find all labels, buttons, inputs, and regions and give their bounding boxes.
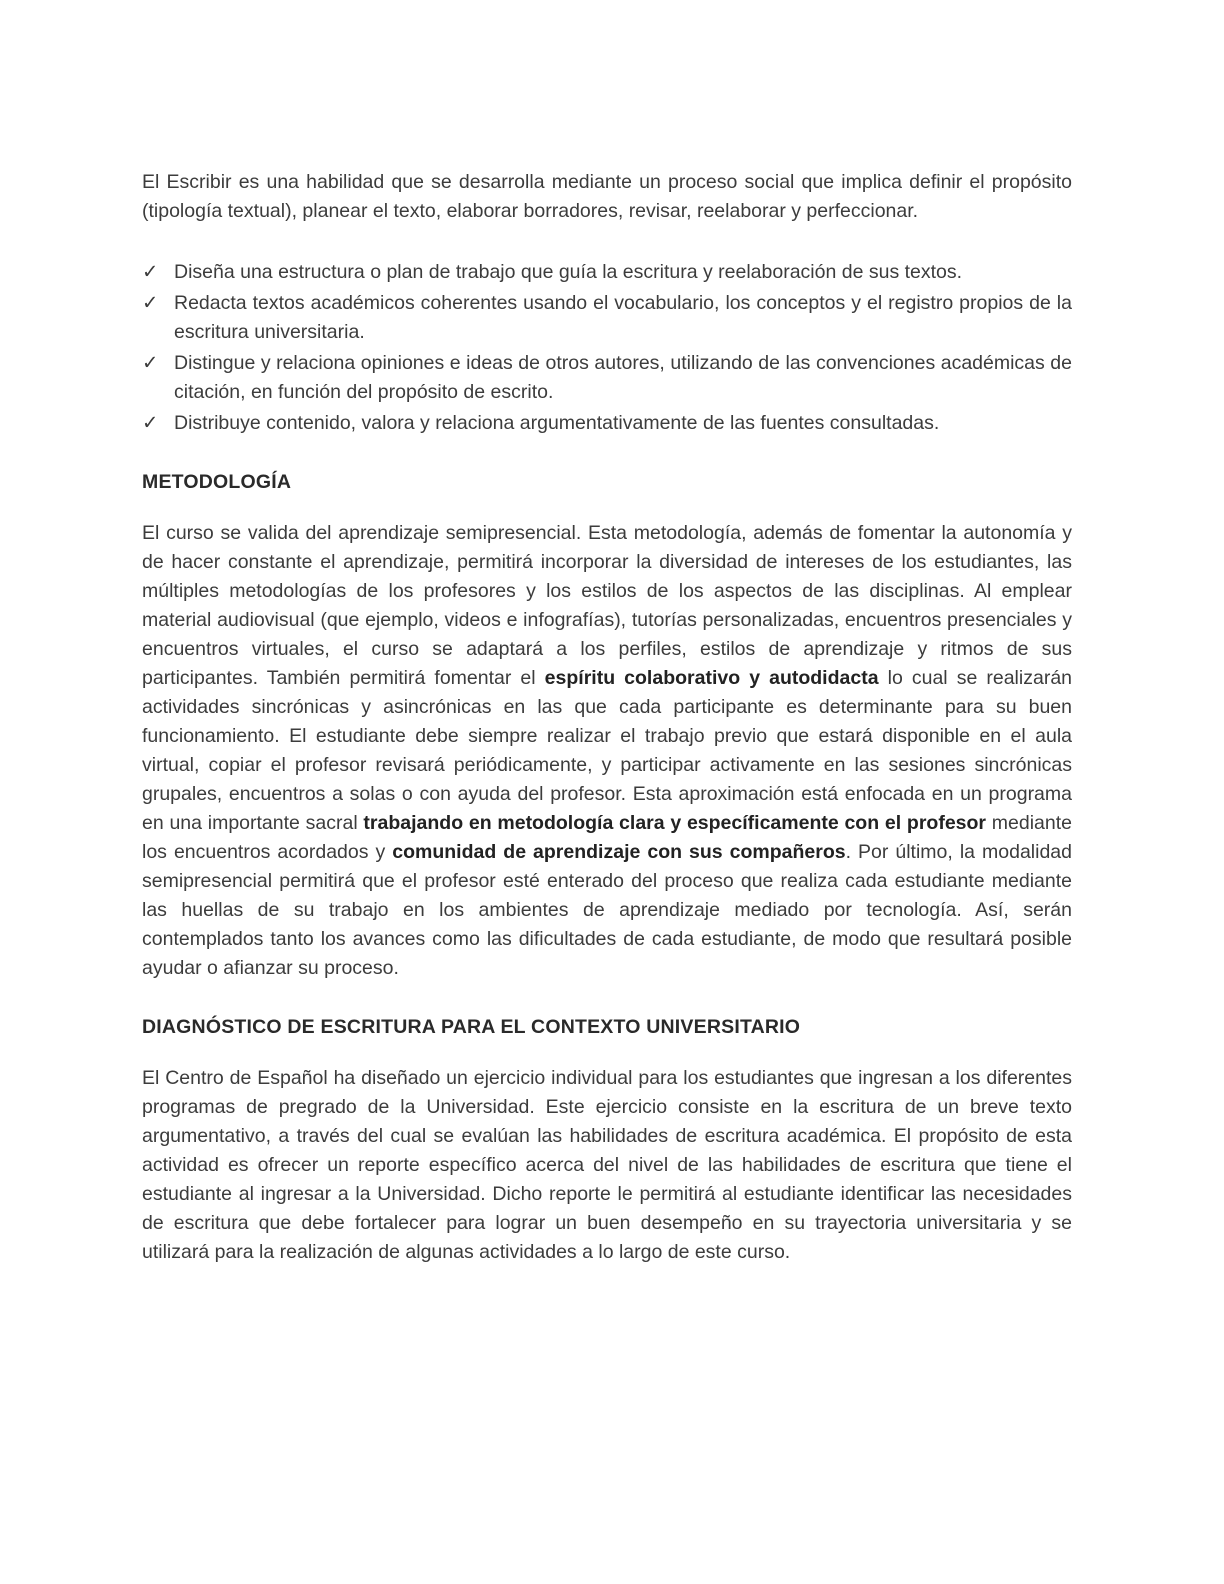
checkmark-icon: ✓ [142, 352, 159, 374]
objectives-list [142, 258, 1072, 438]
document-page [142, 168, 1072, 1267]
methodology-text-d: . Por último, la modalidad semipresencial permitirá que el profesor esté enterado del proceso que realiza cada estudiante mediante las huellas de su trabajo en los ambientes de aprendizaje mediado por tecnología. Así, serán contemplados tanto los avances como las dificultades de cada estudiante, de modo que resultará posible ayudar o afianzar su proceso. [142, 841, 1072, 979]
list-item [142, 289, 1072, 347]
methodology-heading: METODOLOGÍA [142, 471, 292, 493]
methodology-text-b: lo cual se realizarán actividades sincrónicas y asincrónicas en las que cada participante es determinante para su buen funcionamiento. El estudiante debe siempre realizar el trabajo previo que estará disponible en el aula virtual, copiar el profesor revisará periódicamente, y participar activamente en las sesiones sincrónicas grupales, encuentros a solas o con ayuda del profesor. Esta aproximación está enfocada en un programa en una importante sacral [142, 667, 1073, 834]
list-item [142, 349, 1072, 407]
checkmark-icon: ✓ [142, 412, 159, 434]
intro-paragraph: El Escribir es una habilidad que se desarrolla mediante un proceso social que implica definir el propósito (tipología textual), planear el texto, elaborar borradores, revisar, reelaborar y perfeccionar. [142, 171, 1072, 222]
checkmark-icon: ✓ [142, 261, 159, 283]
list-item [142, 258, 1072, 287]
checkmark-icon: ✓ [142, 292, 159, 314]
list-item [142, 409, 1072, 438]
diagnostic-paragraph: El Centro de Español ha diseñado un ejercicio individual para los estudiantes que ingresan a los diferentes programas de pregrado de la Universidad. Este ejercicio consiste en la escritura de un breve texto argumentativo, a través del cual se evalúan las habilidades de escritura académica. El propósito de esta actividad es ofrecer un reporte específico acerca del nivel de las habilidades de escritura que tiene el estudiante al ingresar a la Universidad. Dicho reporte le permitirá al estudiante identificar las necesidades de escritura que debe fortalecer para lograr un buen desempeño en su trayectoria universitaria y se utilizará para la realización de algunas actividades a lo largo de este curso. [142, 1067, 1072, 1263]
methodology-text-a: El curso se valida del aprendizaje semipresencial. Esta metodología, además de fomentar la autonomía y de hacer constante el aprendizaje, permitirá incorporar la diversidad de intereses de los estudiantes, las múltiples metodologías de los profesores y los estilos de los aspectos de las disciplinas. Al emplear material audiovisual (que ejemplo, videos e infografías), tutorías personalizadas, encuentros presenciales y encuentros virtuales, el curso se adaptará a los perfiles, estilos de aprendizaje y ritmos de sus participantes. También permitirá fomentar el [142, 522, 1072, 689]
objective-text: Distingue y relaciona opiniones e ideas de otros autores, utilizando de las convenciones académicas de citación, en función del propósito de escrito. [174, 352, 1072, 403]
diagnostic-heading: DIAGNÓSTICO DE ESCRITURA PARA EL CONTEXTO UNIVERSITARIO [142, 1016, 801, 1038]
methodology-text-c: mediante los encuentros acordados y [142, 812, 1072, 863]
objective-text: Diseña una estructura o plan de trabajo que guía la escritura y reelaboración de sus textos. [174, 261, 963, 283]
methodology-emphasis-b: trabajando en metodología clara y específicamente con el profesor [363, 812, 987, 834]
methodology-emphasis-c: comunidad de aprendizaje con sus compañeros [392, 841, 846, 863]
methodology-paragraph [142, 519, 1072, 983]
objective-text: Redacta textos académicos coherentes usando el vocabulario, los conceptos y el registro propios de la escritura universitaria. [174, 292, 1072, 343]
objective-text: Distribuye contenido, valora y relaciona argumentativamente de las fuentes consultadas. [174, 412, 940, 434]
methodology-emphasis-a: espíritu colaborativo y autodidacta [544, 667, 879, 689]
